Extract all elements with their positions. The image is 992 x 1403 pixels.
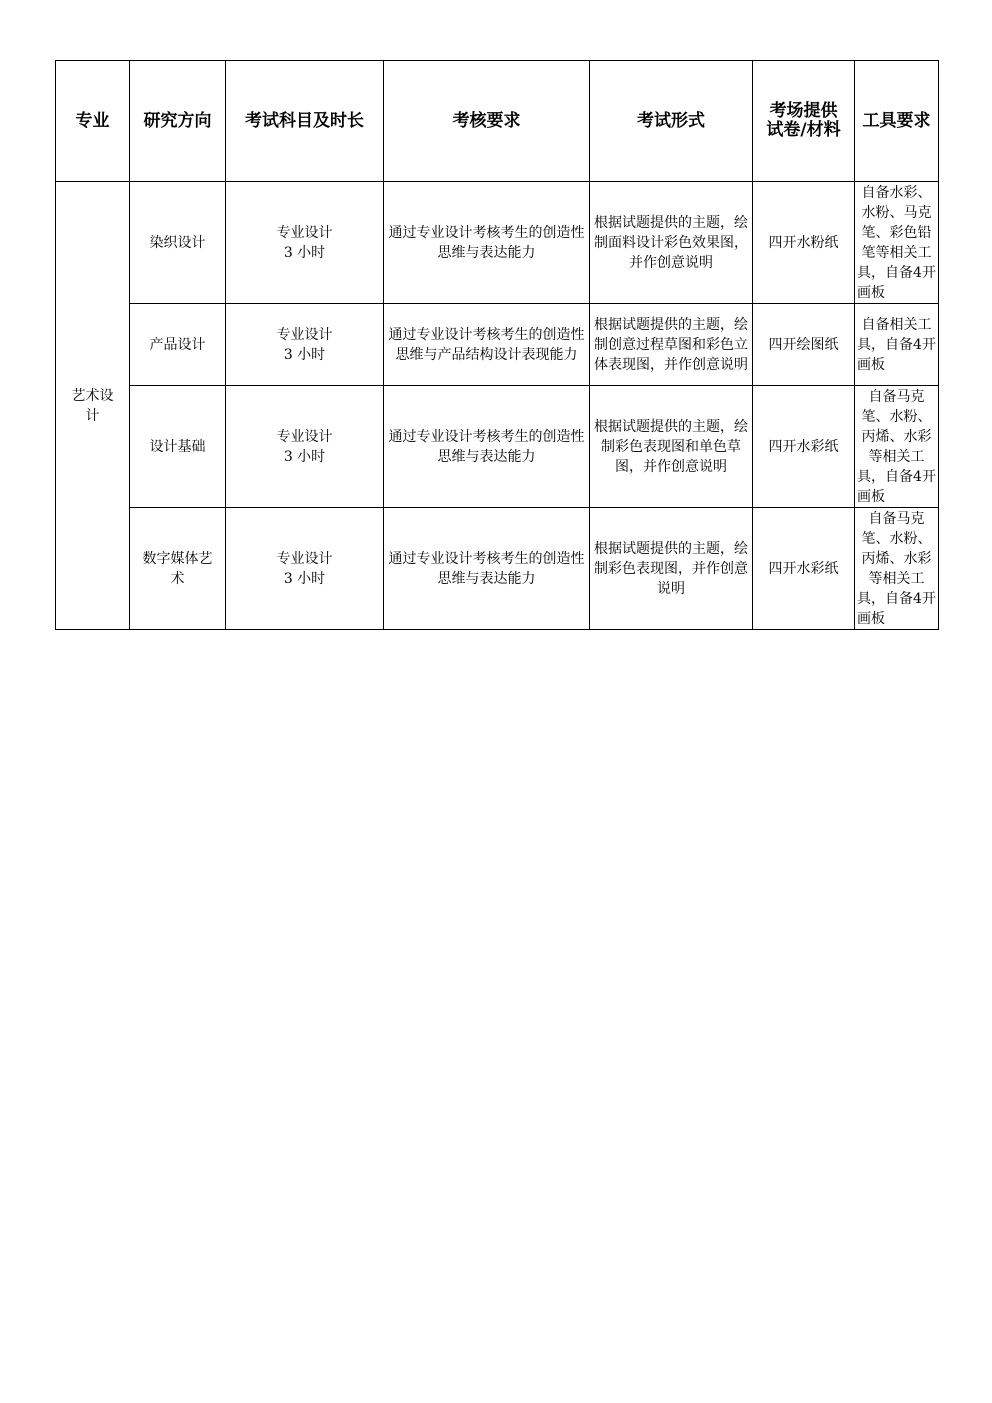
subject-duration: 3 小时 [283, 346, 326, 363]
form-cell: 根据试题提供的主题，绘制面料设计彩色效果图，并作创意说明 [590, 182, 753, 304]
header-requirement: 考核要求 [384, 61, 590, 182]
subject-cell [226, 182, 384, 304]
header-form: 考试形式 [590, 61, 753, 182]
subject-cell [226, 508, 384, 630]
subject-duration: 3 小时 [283, 570, 326, 587]
paper-cell: 四开水彩纸 [753, 508, 855, 630]
table-row [56, 386, 939, 508]
subject-name: 专业设计 [276, 550, 333, 567]
form-cell: 根据试题提供的主题，绘制彩色表现图和单色草图，并作创意说明 [590, 386, 753, 508]
header-paper [753, 61, 855, 182]
paper-cell: 四开水彩纸 [753, 386, 855, 508]
header-paper-line2: 试卷/材料 [766, 120, 841, 140]
header-direction: 研究方向 [130, 61, 226, 182]
requirement-cell: 通过专业设计考核考生的创造性思维与产品结构设计表现能力 [384, 304, 590, 386]
requirement-cell: 通过专业设计考核考生的创造性思维与表达能力 [384, 386, 590, 508]
tools-cell: 自备马克笔、水粉、丙烯、水彩等相关工具，自备4开画板 [855, 508, 939, 630]
direction-cell: 染织设计 [130, 182, 226, 304]
table-row [56, 182, 939, 304]
exam-requirements-table [55, 60, 939, 630]
header-major: 专业 [56, 61, 130, 182]
subject-name: 专业设计 [276, 326, 333, 343]
header-paper-line1: 考场提供 [769, 101, 838, 121]
table-row [56, 304, 939, 386]
requirement-cell: 通过专业设计考核考生的创造性思维与表达能力 [384, 182, 590, 304]
subject-duration: 3 小时 [283, 448, 326, 465]
tools-cell: 自备相关工具，自备4开画板 [855, 304, 939, 386]
subject-cell [226, 386, 384, 508]
subject-name: 专业设计 [276, 224, 333, 241]
subject-cell [226, 304, 384, 386]
form-cell: 根据试题提供的主题，绘制创意过程草图和彩色立体表现图，并作创意说明 [590, 304, 753, 386]
direction-cell: 设计基础 [130, 386, 226, 508]
subject-name: 专业设计 [276, 428, 333, 445]
paper-cell: 四开绘图纸 [753, 304, 855, 386]
form-cell: 根据试题提供的主题，绘制彩色表现图，并作创意说明 [590, 508, 753, 630]
requirement-cell: 通过专业设计考核考生的创造性思维与表达能力 [384, 508, 590, 630]
major-cell: 艺术设计 [56, 182, 130, 630]
subject-duration: 3 小时 [283, 244, 326, 261]
tools-cell: 自备马克笔、水粉、丙烯、水彩等相关工具，自备4开画板 [855, 386, 939, 508]
direction-cell: 产品设计 [130, 304, 226, 386]
header-tools: 工具要求 [855, 61, 939, 182]
header-row [56, 61, 939, 182]
tools-cell: 自备水彩、水粉、马克笔、彩色铅笔等相关工具，自备4开画板 [855, 182, 939, 304]
header-subject: 考试科目及时长 [226, 61, 384, 182]
direction-cell: 数字媒体艺术 [130, 508, 226, 630]
table-row [56, 508, 939, 630]
paper-cell: 四开水粉纸 [753, 182, 855, 304]
